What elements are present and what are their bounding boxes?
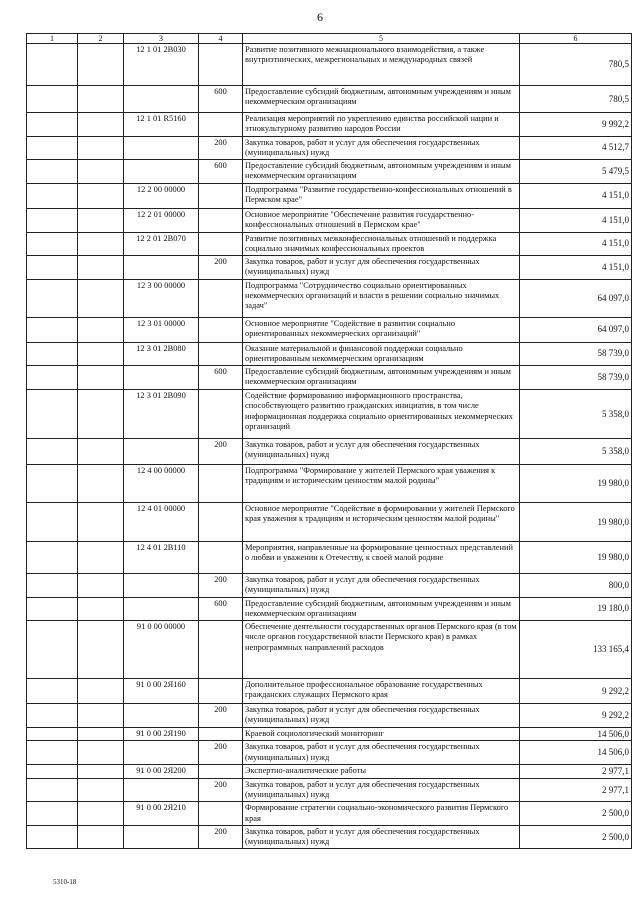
amount-cell: 64 097,0 [520,279,632,317]
expense-type-cell [199,727,243,741]
description-cell: Закупка товаров, работ и услуг для обеспечения государственных (муниципальных) нужд [243,574,520,598]
section-cell [27,802,78,826]
amount-cell: 9 292,2 [520,704,632,728]
table-row [27,366,632,390]
expense-type-cell: 200 [199,778,243,802]
amount-cell: 5 479,5 [520,160,632,184]
table-row [27,86,632,113]
expense-type-cell [199,317,243,342]
subsection-cell [78,825,124,849]
subsection-cell [78,279,124,317]
target-article-cell [124,160,199,184]
expense-type-cell: 600 [199,366,243,390]
table-row [27,503,632,542]
description-cell: Оказание материальной и финансовой поддержки социально ориентированным некоммерческим организациям [243,342,520,366]
subsection-cell [78,741,124,765]
subsection-cell [78,342,124,366]
description-cell: Дополнительное профессиональное образование государственных гражданских служащих Пермского края [243,679,520,704]
subsection-cell [78,542,124,574]
description-cell: Содействие формированию информационного пространства, способствующего развитию гражданских инициатив, в том числе информационная поддержка социально ориентированных некоммерческих организаций [243,390,520,439]
header-cell: 2 [78,34,124,44]
table-row [27,208,632,232]
amount-cell: 2 500,0 [520,802,632,826]
description-cell: Краевой социологический мониторинг [243,727,520,741]
target-article-cell [124,597,199,621]
subsection-cell [78,727,124,741]
description-cell: Экспертно-аналитические работы [243,764,520,778]
table-row [27,113,632,137]
amount-cell: 64 097,0 [520,317,632,342]
expense-type-cell [199,232,243,256]
table-row [27,256,632,280]
expense-type-cell: 200 [199,825,243,849]
expense-type-cell [199,279,243,317]
description-cell: Подпрограмма "Формирование у жителей Пермского края уважения к традициям и историческим ценностям малой родины" [243,465,520,503]
section-cell [27,741,78,765]
target-article-cell [124,439,199,465]
target-article-cell: 12 1 01 2В030 [124,44,199,86]
description-cell: Предоставление субсидий бюджетным, автономным учреждениям и иным некоммерческим организациям [243,366,520,390]
description-cell: Подпрограмма "Сотрудничество социально ориентированных некоммерческих организаций и власти в решении социально значимых задач" [243,279,520,317]
section-cell [27,183,78,208]
target-article-cell: 91 0 00 2Я200 [124,764,199,778]
target-article-cell [124,136,199,160]
section-cell [27,764,78,778]
expense-type-cell [199,764,243,778]
section-cell [27,597,78,621]
subsection-cell [78,597,124,621]
section-cell [27,113,78,137]
subsection-cell [78,465,124,503]
target-article-cell: 12 1 01 R5160 [124,113,199,137]
table-row [27,542,632,574]
description-cell: Закупка товаров, работ и услуг для обеспечения государственных (муниципальных) нужд [243,256,520,280]
amount-cell: 800,0 [520,574,632,598]
table-row [27,679,632,704]
table-row [27,825,632,849]
description-cell: Предоставление субсидий бюджетным, автономным учреждениям и иным некоммерческим организациям [243,597,520,621]
subsection-cell [78,802,124,826]
description-cell: Подпрограмма "Развитие государственно-конфессиональных отношений в Пермском крае" [243,183,520,208]
table-row [27,574,632,598]
expense-type-cell: 600 [199,86,243,113]
section-cell [27,160,78,184]
table-row [27,232,632,256]
target-article-cell [124,366,199,390]
section-cell [27,727,78,741]
section-cell [27,44,78,86]
section-cell [27,679,78,704]
description-cell: Закупка товаров, работ и услуг для обеспечения государственных (муниципальных) нужд [243,778,520,802]
table-row [27,279,632,317]
section-cell [27,704,78,728]
target-article-cell: 12 4 01 00000 [124,503,199,542]
expense-type-cell [199,465,243,503]
section-cell [27,778,78,802]
target-article-cell [124,574,199,598]
expense-type-cell [199,342,243,366]
header-cell: 1 [27,34,78,44]
amount-cell: 14 506,0 [520,741,632,765]
table-row [27,597,632,621]
section-cell [27,574,78,598]
table-row [27,727,632,741]
amount-cell: 2 977,1 [520,778,632,802]
section-cell [27,208,78,232]
target-article-cell [124,825,199,849]
amount-cell: 4 151,0 [520,208,632,232]
table-row [27,44,632,86]
section-cell [27,825,78,849]
amount-cell: 9 992,2 [520,113,632,137]
expense-type-cell [199,44,243,86]
subsection-cell [78,704,124,728]
table-row [27,183,632,208]
amount-cell: 780,5 [520,86,632,113]
subsection-cell [78,44,124,86]
header-cell: 4 [199,34,243,44]
budget-table [26,33,632,849]
section-cell [27,256,78,280]
subsection-cell [78,86,124,113]
section-cell [27,542,78,574]
subsection-cell [78,621,124,679]
amount-cell: 19 180,0 [520,597,632,621]
expense-type-cell: 200 [199,136,243,160]
subsection-cell [78,366,124,390]
amount-cell: 14 506,0 [520,727,632,741]
target-article-cell: 12 3 01 00000 [124,317,199,342]
target-article-cell: 12 4 01 2В110 [124,542,199,574]
target-article-cell: 12 3 01 2В090 [124,390,199,439]
table-row [27,778,632,802]
amount-cell: 5 358,0 [520,390,632,439]
amount-cell: 19 980,0 [520,465,632,503]
header-row [27,34,632,44]
target-article-cell: 12 2 01 2В070 [124,232,199,256]
amount-cell: 4 151,0 [520,183,632,208]
expense-type-cell: 600 [199,160,243,184]
amount-cell: 2 500,0 [520,825,632,849]
amount-cell: 4 512,7 [520,136,632,160]
description-cell: Закупка товаров, работ и услуг для обеспечения государственных (муниципальных) нужд [243,704,520,728]
amount-cell: 19 980,0 [520,503,632,542]
amount-cell: 58 739,0 [520,366,632,390]
target-article-cell [124,741,199,765]
section-cell [27,317,78,342]
expense-type-cell [199,503,243,542]
amount-cell: 58 739,0 [520,342,632,366]
expense-type-cell [199,679,243,704]
amount-cell: 4 151,0 [520,256,632,280]
description-cell: Предоставление субсидий бюджетным, автономным учреждениям и иным некоммерческим организациям [243,160,520,184]
amount-cell: 133 165,4 [520,621,632,679]
subsection-cell [78,232,124,256]
section-cell [27,439,78,465]
header-cell: 6 [520,34,632,44]
description-cell: Предоставление субсидий бюджетным, автономным учреждениям и иным некоммерческим организациям [243,86,520,113]
expense-type-cell [199,208,243,232]
section-cell [27,342,78,366]
expense-type-cell: 200 [199,439,243,465]
description-cell: Закупка товаров, работ и услуг для обеспечения государственных (муниципальных) нужд [243,439,520,465]
expense-type-cell [199,390,243,439]
amount-cell: 780,5 [520,44,632,86]
section-cell [27,136,78,160]
section-cell [27,621,78,679]
description-cell: Закупка товаров, работ и услуг для обеспечения государственных (муниципальных) нужд [243,825,520,849]
target-article-cell [124,256,199,280]
footer-code: 5310-18 [53,878,77,886]
expense-type-cell: 200 [199,574,243,598]
table-row [27,317,632,342]
target-article-cell: 12 4 00 00000 [124,465,199,503]
target-article-cell: 12 3 01 2В080 [124,342,199,366]
table-row [27,621,632,679]
section-cell [27,366,78,390]
subsection-cell [78,679,124,704]
description-cell: Развитие позитивного межнационального взаимодействия, а также внутриэтнических, межрегиональных и международных связей [243,44,520,86]
subsection-cell [78,764,124,778]
table-row [27,136,632,160]
amount-cell: 19 980,0 [520,542,632,574]
expense-type-cell: 200 [199,741,243,765]
table-row [27,439,632,465]
description-cell: Закупка товаров, работ и услуг для обеспечения государственных (муниципальных) нужд [243,136,520,160]
section-cell [27,390,78,439]
expense-type-cell [199,113,243,137]
table-row [27,160,632,184]
header-cell: 3 [124,34,199,44]
target-article-cell: 91 0 00 2Я210 [124,802,199,826]
expense-type-cell: 200 [199,704,243,728]
amount-cell: 4 151,0 [520,232,632,256]
target-article-cell [124,704,199,728]
description-cell: Развитие позитивных межконфессиональных отношений и поддержка социально значимых конфессиональных проектов [243,232,520,256]
subsection-cell [78,113,124,137]
subsection-cell [78,574,124,598]
expense-type-cell: 200 [199,256,243,280]
expense-type-cell [199,183,243,208]
amount-cell: 9 292,2 [520,679,632,704]
target-article-cell: 12 2 00 00000 [124,183,199,208]
target-article-cell: 91 0 00 2Я190 [124,727,199,741]
table-row [27,741,632,765]
subsection-cell [78,256,124,280]
section-cell [27,86,78,113]
target-article-cell: 12 2 01 00000 [124,208,199,232]
target-article-cell: 91 0 00 00000 [124,621,199,679]
amount-cell: 5 358,0 [520,439,632,465]
subsection-cell [78,183,124,208]
subsection-cell [78,317,124,342]
subsection-cell [78,390,124,439]
description-cell: Мероприятия, направленные на формирование ценностных представлений о любви и уважении к Отечеству, к своей малой родине [243,542,520,574]
description-cell: Основное мероприятие "Содействие в развитии социально ориентированных некоммерческих организаций" [243,317,520,342]
table-row [27,465,632,503]
table-row [27,802,632,826]
table-row [27,342,632,366]
description-cell: Реализация мероприятий по укреплению единства российской нации и этнокультурному развитию народов России [243,113,520,137]
subsection-cell [78,136,124,160]
section-cell [27,503,78,542]
expense-type-cell: 600 [199,597,243,621]
description-cell: Основное мероприятие "Обеспечение развития государственно-конфессиональных отношений в Пермском крае" [243,208,520,232]
header-cell: 5 [243,34,520,44]
target-article-cell: 12 3 00 00000 [124,279,199,317]
expense-type-cell [199,621,243,679]
page-number: 6 [317,10,323,24]
table-row [27,764,632,778]
expense-type-cell [199,542,243,574]
table-row [27,704,632,728]
subsection-cell [78,439,124,465]
target-article-cell [124,86,199,113]
subsection-cell [78,503,124,542]
description-cell: Обеспечение деятельности государственных органов Пермского края (в том числе органов государственной власти Пермского края) в рамках непрограммных направлений расходов [243,621,520,679]
target-article-cell [124,778,199,802]
description-cell: Формирование стратегии социально-экономического развития Пермского края [243,802,520,826]
subsection-cell [78,208,124,232]
section-cell [27,279,78,317]
target-article-cell: 91 0 00 2Я160 [124,679,199,704]
subsection-cell [78,160,124,184]
expense-type-cell [199,802,243,826]
amount-cell: 2 977,1 [520,764,632,778]
table-row [27,390,632,439]
section-cell [27,465,78,503]
description-cell: Закупка товаров, работ и услуг для обеспечения государственных (муниципальных) нужд [243,741,520,765]
subsection-cell [78,778,124,802]
description-cell: Основное мероприятие "Содействие в формировании у жителей Пермского края уважения к традициям и историческим ценностям малой родины" [243,503,520,542]
section-cell [27,232,78,256]
